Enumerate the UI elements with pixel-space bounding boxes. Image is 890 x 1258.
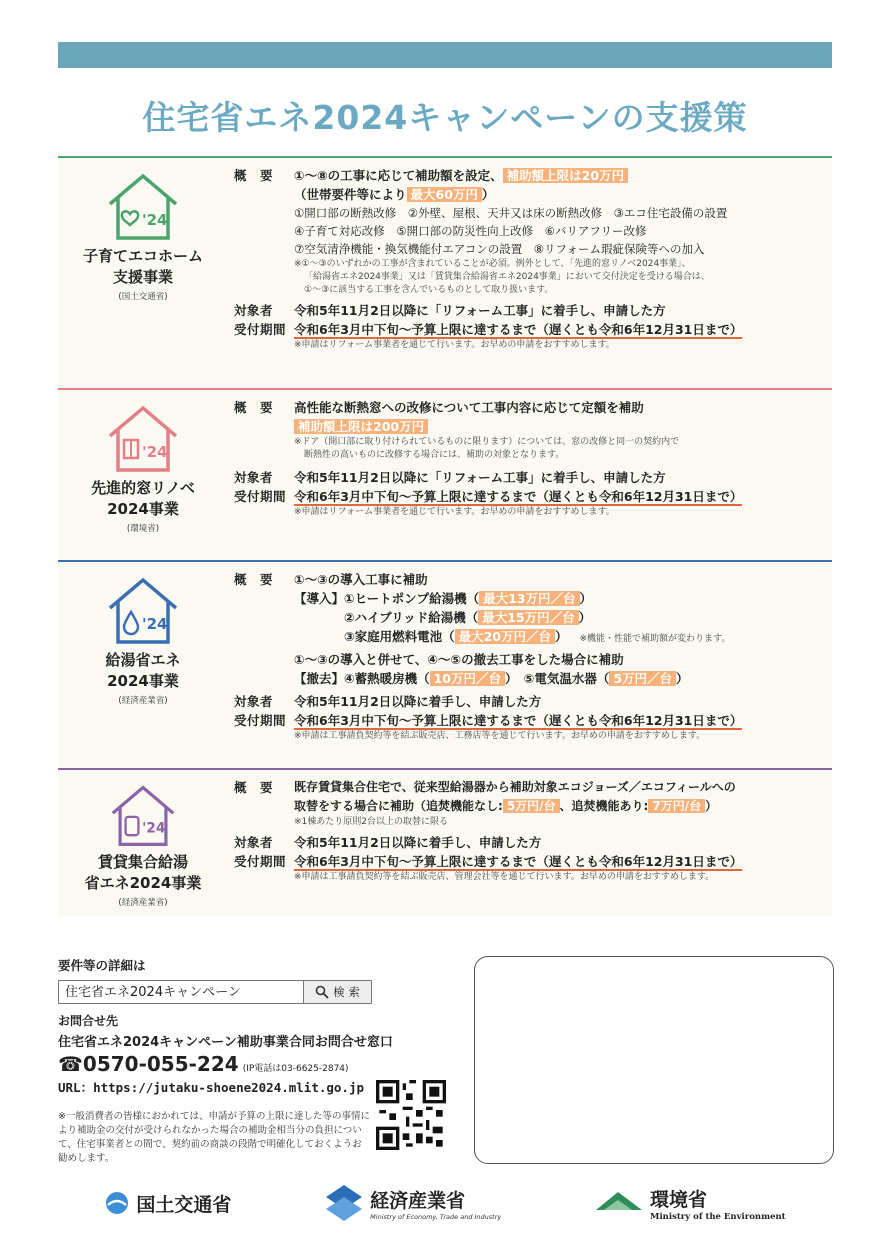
year-mark: '24: [142, 443, 168, 461]
highlight-amount: 補助額上限は20万円: [503, 168, 628, 183]
overview-text: ）: [481, 187, 495, 202]
period-label: 受付期間: [234, 854, 287, 869]
section-agency: (経済産業省): [118, 696, 168, 706]
ip-phone: (IP電話は03-6625-2874): [242, 1064, 349, 1074]
period-label: 受付期間: [234, 489, 287, 504]
env-emblem-icon: [594, 1188, 644, 1218]
page-title: 住宅省エネ2024キャンペーンの支援策: [142, 98, 748, 137]
meti-emblem-icon: [324, 1183, 364, 1223]
period-text: 令和6年3月中下旬～予算上限に達するまで（遅くとも令和6年12月31日まで）: [294, 854, 743, 869]
period-text: 令和6年3月中下旬～予算上限に達するまで（遅くとも令和6年12月31日まで）: [294, 322, 743, 337]
search-bar: [58, 980, 468, 1004]
note-text: 断熱性の高いものに改修する場合には、補助の対象となります。: [304, 450, 565, 460]
env-english-name: Ministry of the Environment: [650, 1211, 786, 1222]
period-note: ※申請は工事請負契約等を結ぶ販売店、工務店等を通じて行います。お早めの申請をおすすめします。: [294, 731, 706, 741]
highlight-amount: 5万円/台: [503, 799, 560, 813]
period-label: 受付期間: [234, 322, 287, 337]
section-header: [58, 158, 228, 388]
env-logo: [594, 1185, 786, 1222]
highlight-amount: 10万円／台: [430, 671, 505, 686]
section-agency: (環境省): [126, 524, 160, 534]
overview-text: ①～③の導入と併せて、④～⑤の撤去工事をした場合に補助: [294, 652, 624, 667]
target-label: 対象者: [234, 835, 274, 850]
mlit-logo: [104, 1190, 231, 1217]
overview-label: 概 要: [234, 168, 274, 183]
target-label: 対象者: [234, 694, 274, 709]
work-item: ④子育て対応改修 ⑤開口部の防災性向上改修 ⑥バリアフリー改修: [294, 224, 647, 238]
period-note: ※申請はリフォーム事業者を通じて行います。お早めの申請をおすすめします。: [294, 507, 615, 517]
house-heart-icon: [104, 170, 182, 242]
meti-name: 経済産業省: [370, 1189, 466, 1212]
ministry-logos: [58, 1178, 832, 1228]
equipment-item: 【撤去】④蓄熱暖房機（: [294, 671, 430, 686]
note-text: ※ドア（開口部に取り付けられているものに限ります）については、窓の改修と同一の契約内で: [294, 437, 680, 447]
overview-label: 概 要: [234, 400, 274, 415]
contact-label: お問合せ先: [58, 1014, 119, 1028]
equipment-item: ③家庭用燃料電池（: [294, 629, 455, 644]
section-header: [58, 562, 228, 768]
search-button-label: 検 索: [333, 985, 360, 999]
highlight-amount: 最大20万円／台: [455, 629, 555, 644]
highlight-amount: 補助額上限は200万円: [294, 419, 428, 434]
header-bar: [58, 42, 832, 68]
highlight-amount: 最大60万円: [407, 187, 482, 202]
target-label: 対象者: [234, 303, 274, 318]
equipment-item: ） ⑤電気温水器（: [505, 671, 610, 686]
search-icon: [315, 985, 329, 999]
period-text: 令和6年3月中下旬～予算上限に達するまで（遅くとも令和6年12月31日まで）: [294, 489, 743, 504]
note-text: ①～③に該当する工事を含んでいるものとして取り扱います。: [304, 285, 554, 295]
section-name: 子育てエコホーム 支援事業: [82, 247, 203, 286]
overview-text: 既存賃貸集合住宅で、従来型給湯器から補助対象エコジョーズ／エコフィールへの: [294, 780, 736, 794]
overview-label: 概 要: [234, 780, 274, 795]
target-label: 対象者: [234, 470, 274, 485]
phone-row: [58, 1052, 468, 1076]
overview-text: 取替をする場合に補助（追焚機能なし:: [294, 799, 503, 813]
phone-number[interactable]: ☎0570-055-224: [58, 1052, 239, 1076]
house-window-icon: [104, 402, 182, 474]
section-mado: [58, 388, 832, 560]
target-text: 令和5年11月2日以降に「リフォーム工事」に着手し、申請した方: [294, 470, 666, 485]
contact-block: [58, 956, 468, 1096]
mlit-name: 国土交通省: [136, 1193, 232, 1216]
target-text: 令和5年11月2日以降に着手し、申請した方: [294, 694, 542, 709]
year-mark: '24: [142, 615, 168, 633]
env-name: 環境省: [650, 1188, 708, 1211]
house-drop-icon: [104, 574, 182, 646]
section-agency: (国土交通省): [118, 292, 168, 302]
highlight-amount: 最大13万円／台: [479, 591, 579, 606]
section-name: 給湯省エネ 2024事業: [105, 651, 181, 690]
section-header: [58, 390, 228, 560]
meti-logo: [324, 1183, 501, 1223]
period-label: 受付期間: [234, 713, 287, 728]
year-mark: '24: [142, 211, 168, 229]
overview-text: ）: [705, 799, 718, 813]
disclaimer-text: ※一般消費者の皆様におかれては、申請が予算の上限に達した等の事情により補助金の交付が受けられなかった場合の補助金相当分の負担について、住宅事業者との間で、契約前の商談の段階で明確化しておくようお勧めします。: [58, 1111, 370, 1164]
section-agency: (経済産業省): [118, 898, 168, 908]
note-text: ※機能・性能で補助額が変わります。: [579, 634, 731, 644]
work-item: ⑦空気清浄機能・換気機能付エアコンの設置 ⑧リフォーム瑕疵保険等への加入: [294, 242, 705, 256]
section-kosodate: [58, 156, 832, 388]
search-input[interactable]: 住宅省エネ2024キャンペーン: [58, 980, 304, 1004]
section-name: 先進的窓リノベ 2024事業: [91, 479, 195, 518]
overview-label: 概 要: [234, 572, 274, 587]
mlit-emblem-icon: [104, 1190, 130, 1216]
highlight-amount: 5万円／台: [609, 671, 676, 686]
equipment-item: ）: [676, 671, 689, 686]
equipment-item: ）: [578, 610, 592, 625]
overview-text: （世帯要件等により: [294, 187, 407, 202]
website-url[interactable]: URL：https://jutaku-shoene2024.mlit.go.jp: [58, 1080, 364, 1095]
note-text: ※①～③のいずれかの工事が含まれていることが必須。例外として、「先進的窓リノベ2024事業」、: [294, 259, 691, 269]
section-kyuto: [58, 560, 832, 768]
section-body: [234, 570, 828, 743]
period-note: ※申請はリフォーム事業者を通じて行います。お早めの申請をおすすめします。: [294, 340, 615, 350]
highlight-amount: 最大15万円／台: [478, 610, 578, 625]
search-button[interactable]: [304, 980, 372, 1004]
qr-code-icon[interactable]: [376, 1080, 446, 1150]
section-name: 賃貸集合給湯 省エネ2024事業: [84, 853, 202, 892]
meti-english-name: Ministry of Economy, Trade and Industry: [370, 1212, 502, 1221]
overview-text: ①～③の導入工事に補助: [294, 572, 428, 587]
section-body: [234, 398, 828, 519]
target-text: 令和5年11月2日以降に「リフォーム工事」に着手し、申請した方: [294, 303, 666, 318]
overview-text: 高性能な断熱窓への改修について工事内容に応じて定額を補助: [294, 400, 644, 415]
address-box: [474, 956, 834, 1164]
note-text: ※1棟あたり原則2台以上の取替に限る: [294, 817, 448, 827]
overview-text: 、追焚機能あり:: [559, 799, 649, 813]
section-body: [234, 778, 828, 884]
work-item: ①開口部の断熱改修 ②外壁、屋根、天井又は床の断熱改修 ③エコ住宅設備の設置: [294, 206, 728, 220]
contact-name: 住宅省エネ2024キャンペーン補助事業合同お問合せ窓口: [58, 1035, 393, 1050]
details-label: 要件等の詳細は: [58, 958, 146, 973]
section-body: [234, 166, 828, 352]
house-boiler-icon: [104, 782, 182, 848]
period-text: 令和6年3月中下旬～予算上限に達するまで（遅くとも令和6年12月31日まで）: [294, 713, 743, 728]
highlight-amount: 7万円/台: [648, 799, 705, 813]
section-chintai: [58, 768, 832, 916]
equipment-item: ）: [555, 629, 568, 644]
year-mark: '24: [142, 820, 166, 837]
target-text: 令和5年11月2日以降に着手し、申請した方: [294, 835, 542, 850]
period-note: ※申請は工事請負契約等を結ぶ販売店、管理会社等を通じて行います。お早めの申請をおすすめします。: [294, 872, 715, 882]
equipment-item: 【導入】①ヒートポンプ給湯機（: [294, 591, 480, 606]
equipment-item: ）: [579, 591, 593, 606]
note-text: 「給湯省エネ2024事業」又は「賃貸集合給湯省エネ2024事業」において交付決定を受ける場合は、: [304, 272, 710, 282]
overview-text: ①～⑧の工事に応じて補助額を設定、: [294, 168, 503, 183]
equipment-item: ②ハイブリッド給湯機（: [294, 610, 479, 625]
support-sections: [58, 156, 832, 916]
section-header: [58, 770, 228, 916]
